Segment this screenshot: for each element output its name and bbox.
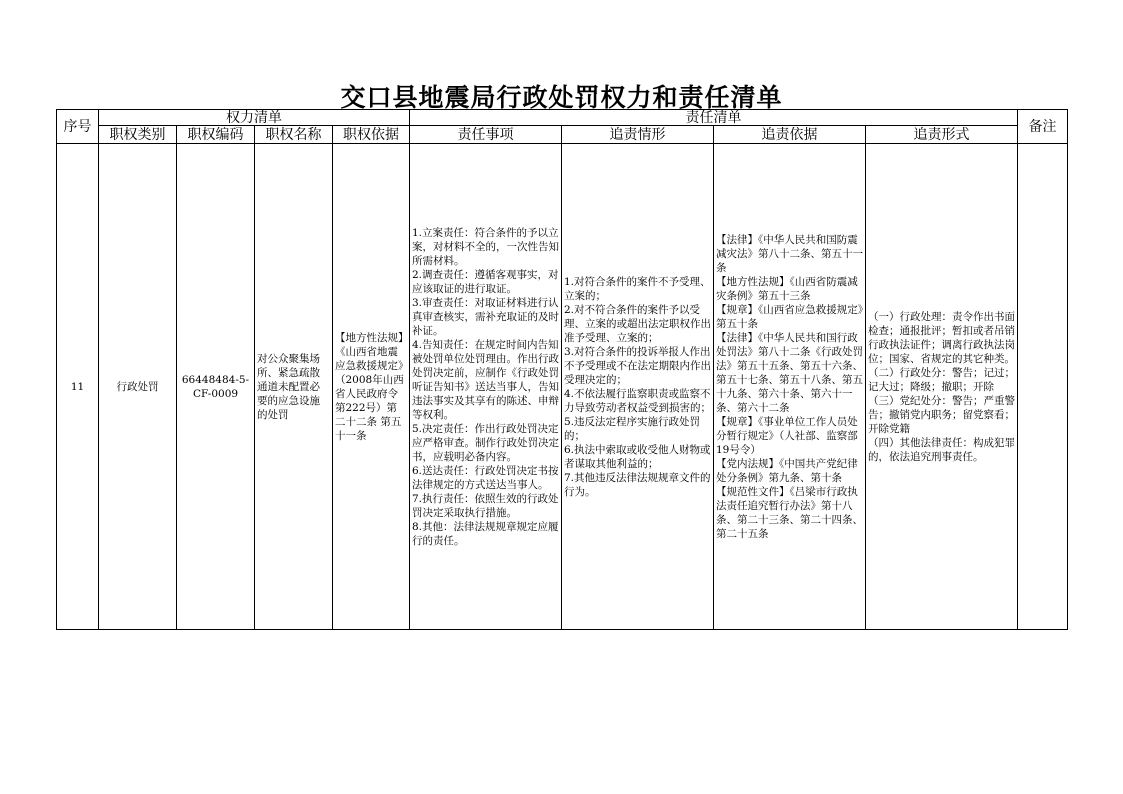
accountability-case: 4.不依法履行监察职责或监察不力导致劳动者权益受到损害的； [564, 387, 711, 414]
responsibility-item: 8.其他：法律法规规章规定应履行的责任。 [412, 520, 559, 547]
accountability-case: 6.执法中索取或收受他人财物或者谋取其他利益的； [564, 443, 711, 470]
accountability-case: 7.其他违反法律法规规章文件的行为。 [564, 471, 711, 498]
accountability-case: 5.违反法定程序实施行政处罚的； [564, 415, 701, 442]
responsibility-item: 3.审查责任：对取证材料进行认真审查核实，需补充取证的及时补证。 [412, 296, 559, 337]
header-power-code: 职权编码 [177, 126, 255, 144]
accountability-case: 1.对符合条件的案件不予受理、立案的； [564, 275, 711, 302]
header-power-list: 权力清单 [99, 110, 410, 126]
row-accountability-forms [866, 144, 1018, 630]
accountability-basis-item: 【法律】《中华人民共和国防震减灾法》第八十二条、第五十一条 [716, 233, 863, 274]
header-power-basis: 职权依据 [333, 126, 410, 144]
row-power-type: 行政处罚 [99, 144, 177, 630]
header-accountability-forms: 追责形式 [866, 126, 1018, 144]
accountability-basis-item: 【规范性文件】《吕梁市行政执法责任追究暂行办法》第十八条、第二十三条、第二十四条、第二十五条 [716, 485, 863, 540]
responsibility-item: 1.立案责任：符合条件的予以立案，对材料不全的，一次性告知所需材料。 [412, 226, 559, 267]
accountability-basis-item: 【党内法规】《中国共产党纪律处分条例》第九条、第十条 [716, 457, 858, 484]
header-power-type: 职权类别 [99, 126, 177, 144]
header-responsibility-items: 责任事项 [410, 126, 562, 144]
page-title: 交口县地震局行政处罚权力和责任清单 [340, 83, 783, 112]
row-accountability-basis [714, 144, 866, 630]
accountability-case: 3.对符合条件的投诉举报人作出不予受理或不在法定期限内作出受理决定的； [564, 345, 711, 386]
power-responsibility-table [56, 109, 1068, 630]
accountability-basis-item: 【地方性法规】《山西省防震减灾条例》第五十三条 [716, 275, 858, 302]
accountability-form: （二）行政处分：警告；记过；记大过；降级；撤职；开除 [868, 366, 1015, 393]
row-seq: 11 [57, 144, 99, 630]
accountability-case: 2.对不符合条件的案件予以受理、立案的或超出法定职权作出准予受理、立案的； [564, 303, 711, 344]
header-seq: 序号 [57, 110, 99, 144]
row-accountability-cases [562, 144, 714, 630]
row-remarks [1018, 144, 1068, 630]
header-accountability-basis: 追责依据 [714, 126, 866, 144]
accountability-form: （一）行政处理：责令作出书面检查；通报批评；暂扣或者吊销行政执法证件；调离行政执法岗位；国家、省规定的其它种类。 [868, 310, 1015, 365]
header-accountability-cases: 追责情形 [562, 126, 714, 144]
responsibility-item: 4.告知责任：在规定时间内告知被处罚单位处罚理由。作出行政处罚决定前，应制作《行政处罚听证告知书》送达当事人，告知违法事实及其享有的陈述、申辩等权利。 [412, 338, 559, 421]
responsibility-item: 6.送达责任：行政处罚决定书按法律规定的方式送达当事人。 [412, 464, 559, 491]
row-power-basis: 【地方性法规】《山西省地震应急救援规定》（2008年山西省人民政府令第222号）第二十二条 第五十一条 [333, 144, 410, 630]
row-power-code: 66448484-5-CF-0009 [177, 144, 255, 630]
accountability-form: （四）其他法律责任：构成犯罪的，依法追究刑事责任。 [868, 436, 1015, 463]
header-remarks: 备注 [1018, 110, 1068, 144]
accountability-form: （三）党纪处分：警告；严重警告；撤销党内职务；留党察看；开除党籍 [868, 394, 1015, 435]
row-responsibility-items [410, 144, 562, 630]
accountability-basis-item: 【法律】《中华人民共和国行政处罚法》第八十二条《行政处罚法》第五十五条、第五十六条、第五十七条、第五十八条、第五十九条、第六十条、第六十一条、第六十二条 [716, 331, 863, 414]
table-row [57, 144, 1068, 630]
row-power-name: 对公众聚集场所、紧急疏散通道未配置必要的应急设施的处罚 [255, 144, 333, 630]
accountability-basis-item: 【规章】《事业单位工作人员处分暂行规定》（人社部、监察部19号令） [716, 415, 858, 456]
responsibility-item: 7.执行责任：依照生效的行政处罚决定采取执行措施。 [412, 492, 559, 519]
header-responsibility-list: 责任清单 [410, 110, 1018, 126]
responsibility-item: 2.调查责任：遵循客观事实，对应该取证的进行取证。 [412, 268, 559, 295]
header-power-name: 职权名称 [255, 126, 333, 144]
responsibility-item: 5.决定责任：作出行政处罚决定应严格审查。制作行政处罚决定书，应载明必备内容。 [412, 422, 559, 463]
accountability-basis-item: 【规章】《山西省应急救援规定》第五十条 [716, 303, 863, 330]
